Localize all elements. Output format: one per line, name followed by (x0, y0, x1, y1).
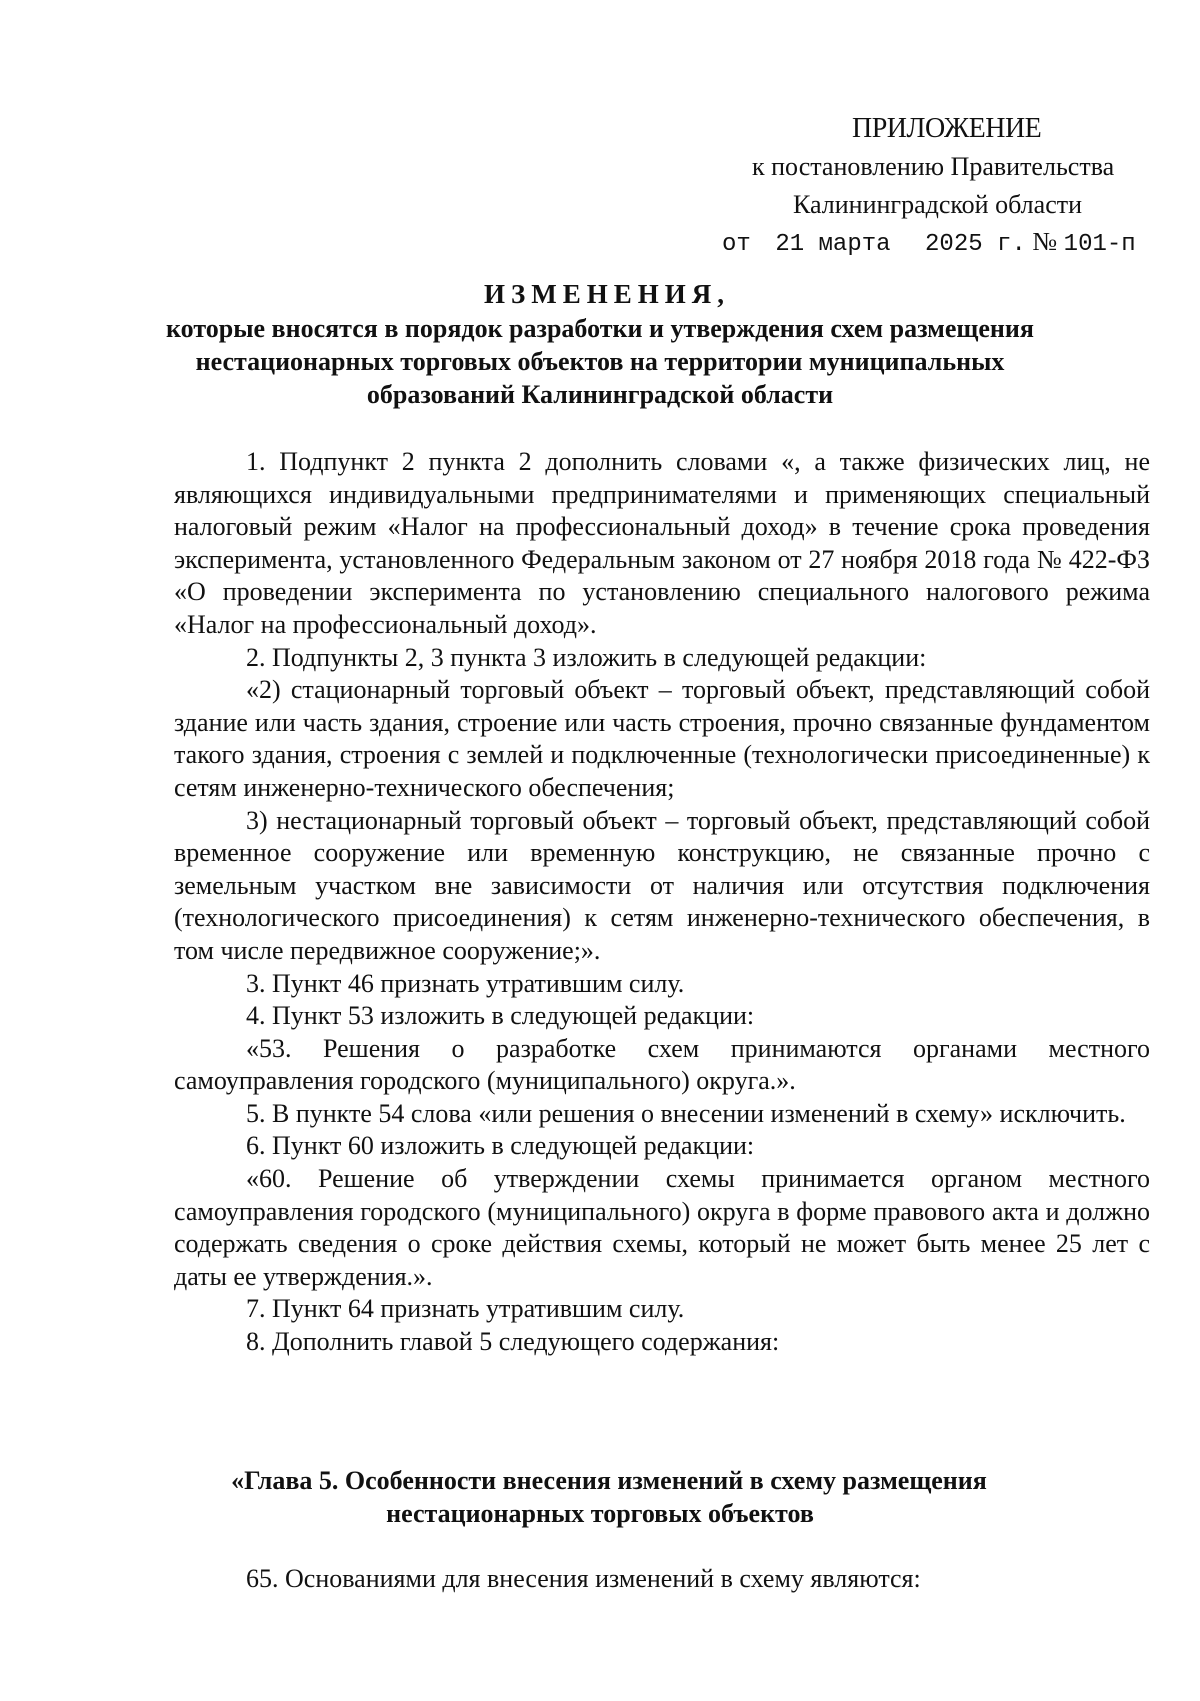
paragraph-1: 1. Подпункт 2 пункта 2 дополнить словами «, а также физических лиц, не являющихся индивидуальными предпринимателями и применяющих специальный налоговый режим «Налог на профессиональный доход» в течение срока проведения эксперимента, установленного Федеральным законом от 27 ноября 2018 года № 422-ФЗ «О проведении эксперимента по установлению специального налогового режима «Налог на профессиональный доход». (174, 447, 1150, 639)
appendix-line-2: Калининградской области (793, 190, 1083, 219)
appendix-date-line (722, 225, 1136, 262)
date-prefix: от (722, 231, 751, 258)
paragraph-6: 6. Пункт 60 изложить в следующей редакции: (246, 1131, 755, 1161)
paragraph-6-quote: «60. Решение об утверждении схемы принимается органом местного самоуправления городского (муниципального) округа в форме правового акта и должно содержать сведения о сроке действия схемы, который не может быть менее 25 лет с даты ее утверждения.». (174, 1164, 1150, 1291)
heading-title: ИЗМЕНЕНИЯ, (483, 279, 730, 309)
chapter-title-line-1: «Глава 5. Особенности внесения изменений в схему размещения (231, 1466, 987, 1495)
paragraph-8: 8. Дополнить главой 5 следующего содержания: (246, 1327, 780, 1357)
appendix-line-1: к постановлению Правительства (752, 152, 1115, 181)
paragraph-65: 65. Основаниями для внесения изменений в схему являются: (246, 1564, 921, 1593)
number-sign: № (1032, 227, 1058, 256)
document-number: 101-п (1063, 231, 1136, 258)
heading-subtitle-line: нестационарных торговых объектов на территории муниципальных (195, 347, 1005, 376)
heading-subtitle (0, 312, 1200, 411)
chapter-title-line-2: нестационарных торговых объектов (386, 1499, 814, 1528)
chapter-heading (0, 1464, 1200, 1530)
document-body (174, 446, 1150, 1359)
date-year: 2025 г. (925, 231, 1026, 258)
paragraph-2: 2. Подпункты 2, 3 пункта 3 изложить в следующей редакции: (246, 642, 927, 672)
heading-subtitle-line: которые вносятся в порядок разработки и утверждения схем размещения (166, 314, 1034, 343)
paragraph-5: 5. В пункте 54 слова «или решения о внесении изменений в схему» исключить. (246, 1098, 1126, 1128)
paragraph-4-quote: «53. Решения о разработке схем принимаются органами местного самоуправления городского (муниципального) округа.». (174, 1033, 1150, 1096)
paragraph-7: 7. Пункт 64 признать утратившим силу. (246, 1294, 685, 1324)
paragraph-2-sub-2: «2) стационарный торговый объект – торговый объект, представляющий собой здание или часть здания, строение или часть строения, прочно связанные фундаментом такого здания, строения с землей и подключенные (технологически присоединенные) к сетям инженерно-технического обеспечения; (174, 675, 1150, 802)
paragraph-3: 3. Пункт 46 признать утратившим силу. (246, 968, 685, 998)
document-heading (0, 276, 1200, 411)
date-year-digits (925, 231, 1026, 258)
heading-subtitle-line: образований Калининградской области (366, 380, 834, 409)
paragraph-2-sub-3: 3) нестационарный торговый объект – торговый объект, представляющий собой временное сооружение или временную конструкцию, не связанные прочно с земельным участком вне зависимости от наличия или отсутствия подключения (технологического присоединения) к сетям инженерно-технического обеспечения, в том числе передвижное сооружение;». (174, 805, 1150, 965)
date-day-month: 21 марта (775, 231, 891, 258)
paragraph-4: 4. Пункт 53 изложить в следующей редакции: (246, 1001, 755, 1031)
appendix-title: ПРИЛОЖЕНИЕ (852, 113, 1042, 144)
